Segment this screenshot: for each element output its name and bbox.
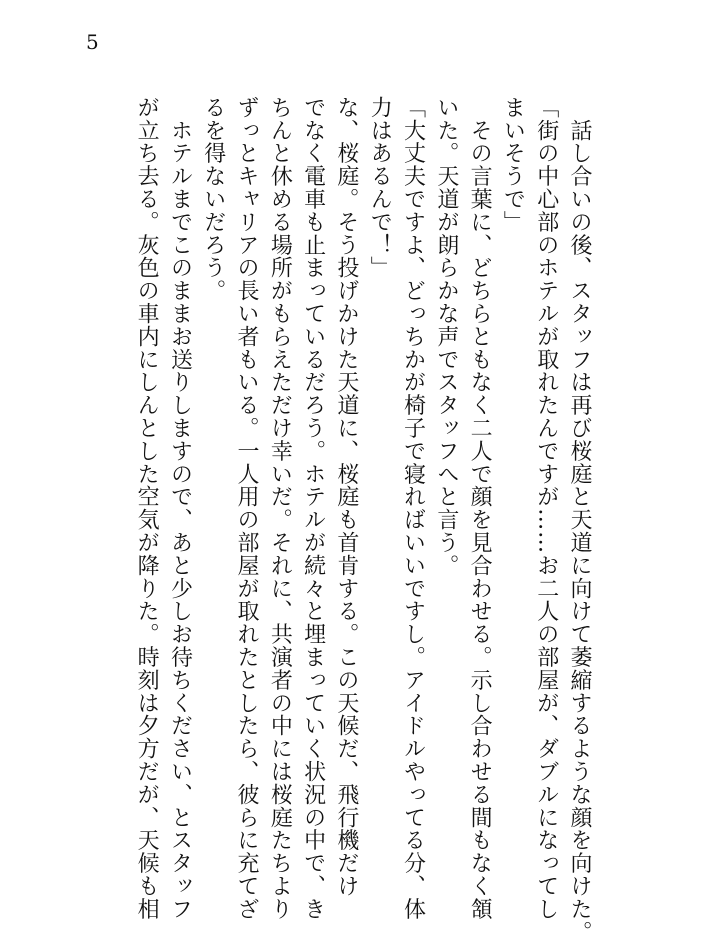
text-column: でなく電車も止まっているだろう。ホテルが続々と埋まっていく状況の中で、き xyxy=(300,96,326,921)
text-column: な、桜庭。そう投げかけた天道に、桜庭も首肯する。この天候だ、飛行機だけ xyxy=(333,96,359,898)
text-column: 「街の中心部のホテルが取れたんですが……お二人の部屋が、ダブルになってし xyxy=(533,96,559,921)
text-column: るを得ないだろう。 xyxy=(200,96,226,303)
text-column: 力はあるんで！」 xyxy=(367,96,393,280)
text-column: 「大丈夫ですよ、どっちかが椅子で寝ればいいですし。アイドルやってる分、体 xyxy=(400,96,426,921)
vertical-text-body xyxy=(130,96,596,944)
text-column: ちんと休める場所がもらえただけ幸いだ。それに、共演者の中には桜庭たちより xyxy=(267,96,293,921)
text-column: その言葉に、どちらともなく二人で顔を見合わせる。示し合わせる間もなく頷 xyxy=(467,96,493,921)
text-column: ホテルまでこのままお送りしますので、あと少しお待ちください、とスタッフ xyxy=(167,96,193,921)
page-number: 5 xyxy=(86,30,99,54)
text-column: ずっとキャリアの長い者もいる。一人用の部屋が取れたとしたら、彼らに充てざ xyxy=(234,96,260,921)
text-column: が立ち去る。灰色の車内にしんとした空気が降りた。時刻は夕方だが、天候も相 xyxy=(134,96,160,921)
text-column: まいそうで」 xyxy=(500,96,526,234)
text-column: いた。天道が朗らかな声でスタッフへと言う。 xyxy=(433,96,459,577)
text-column: 話し合いの後、スタッフは再び桜庭と天道に向けて萎縮するような顔を向けた。 xyxy=(567,96,592,944)
